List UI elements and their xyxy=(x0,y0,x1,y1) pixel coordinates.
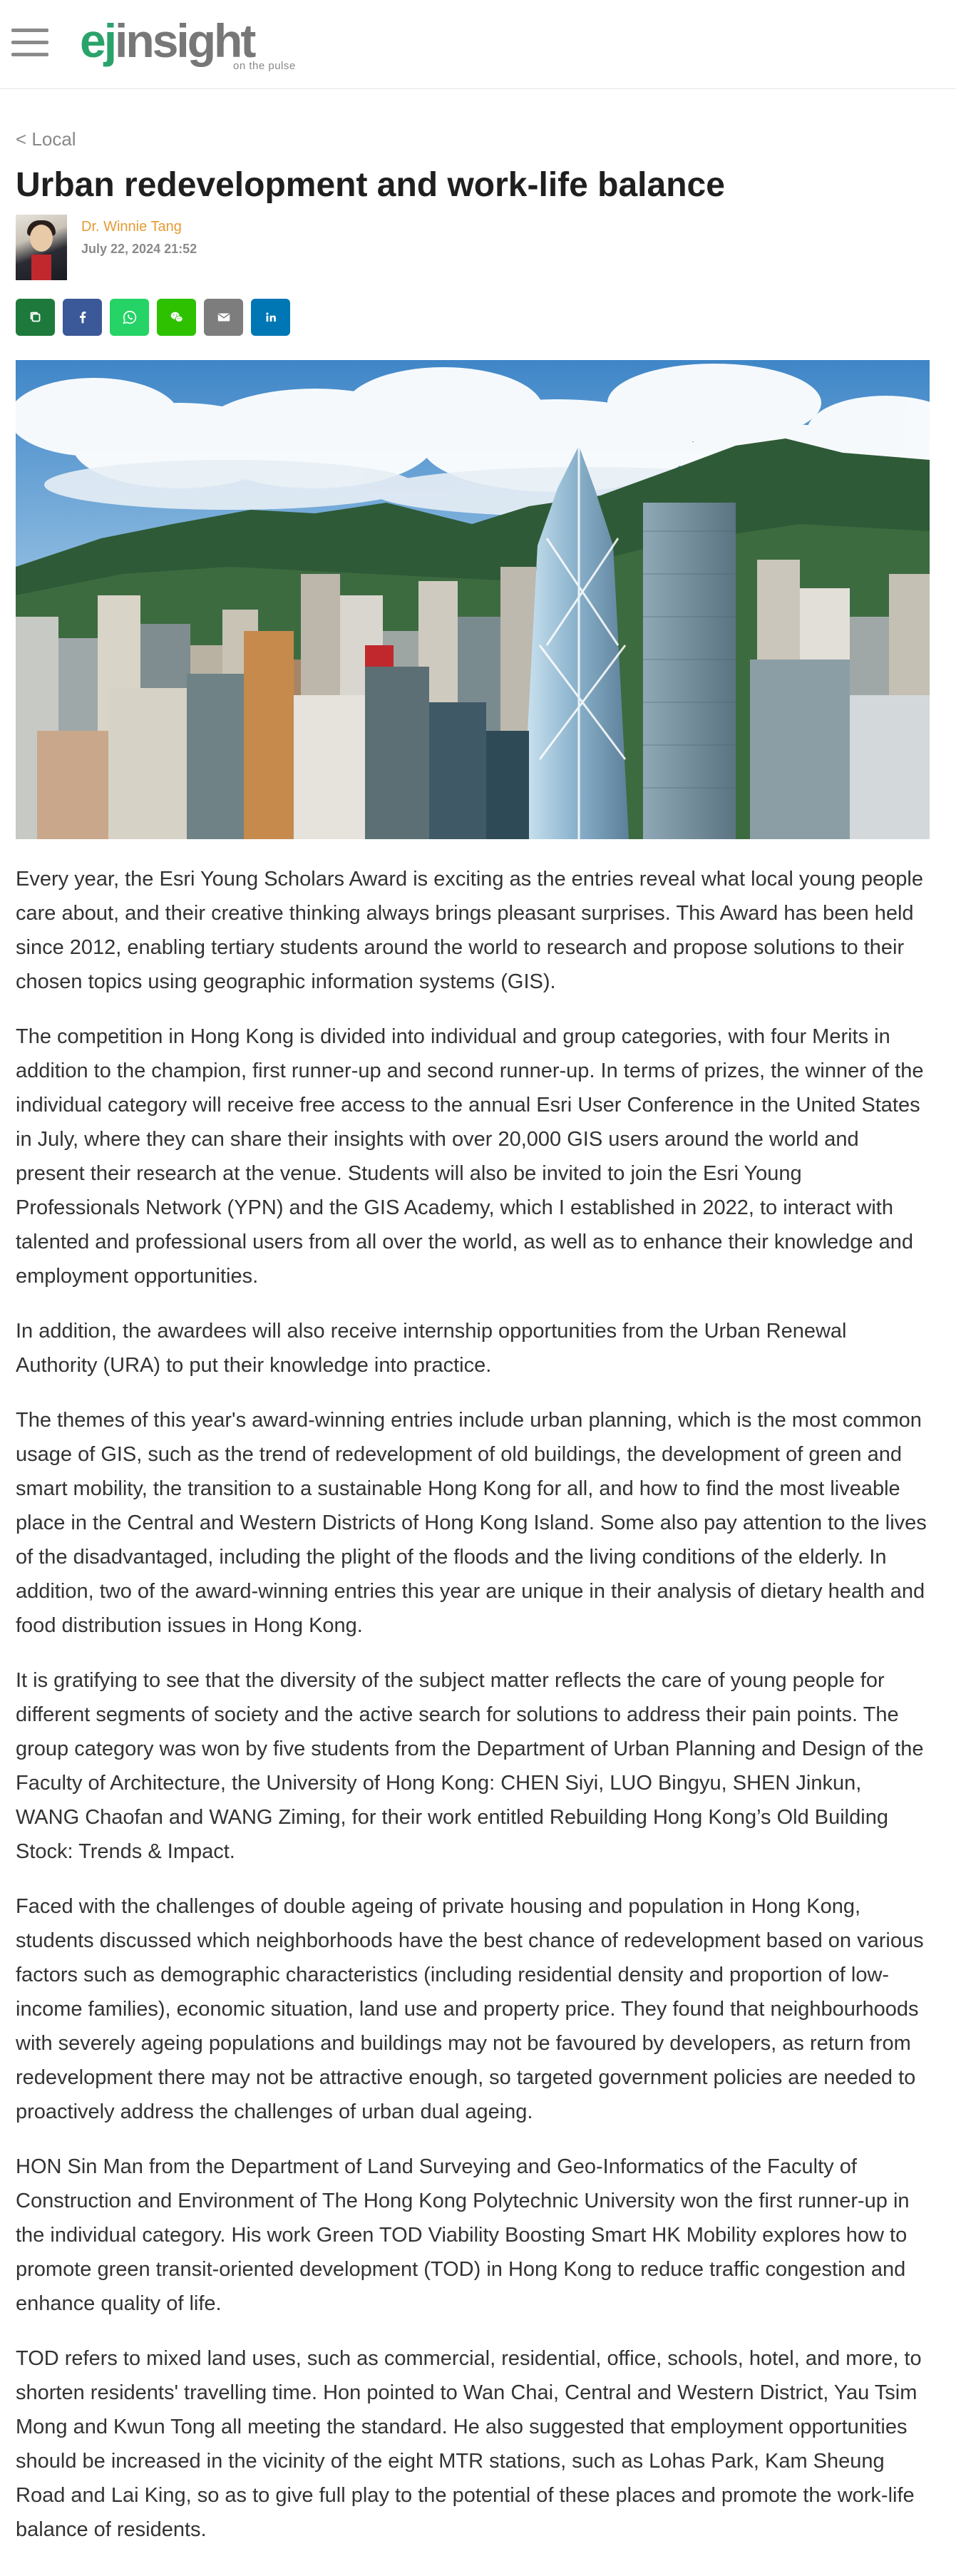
article-byline xyxy=(16,215,930,280)
breadcrumb xyxy=(16,128,930,150)
article-body xyxy=(16,862,930,2547)
whatsapp-share-button[interactable] xyxy=(110,299,149,336)
author-avatar[interactable] xyxy=(16,215,67,280)
linkedin-icon xyxy=(263,309,279,325)
article-paragraph: Every year, the Esri Young Scholars Award is exciting as the entries reveal what local young people care about, and their creative thinking always brings pleasant surprises. This Award has been held since 2012, enabling tertiary students around the world to research and propose solutions to their chosen topics using geographic information systems (GIS). xyxy=(16,868,923,993)
linkedin-share-button[interactable] xyxy=(251,299,290,336)
publish-date: July 22, 2024 21:52 xyxy=(81,242,197,256)
article-paragraph: The competition in Hong Kong is divided into individual and group categories, with four Merits in addition to the champion, first runner-up and second runner-up. In terms of prizes, the winner of the individual category will receive free access to the annual Esri User Conference in the United States in July, where they can share their insights with over 20,000 GIS users around the world and present their research at the venue. Students will also be invited to join the Esri Young Professionals Network (YPN) and the GIS Academy, which I established in 2022, to interact with talented and professional users from all over the world, as well as to enhance their knowledge and employment opportunities. xyxy=(16,1025,924,1288)
logo-tagline: on the pulse xyxy=(233,60,296,72)
article-hero-image xyxy=(16,360,930,839)
breadcrumb-local-link[interactable]: < Local xyxy=(16,128,76,150)
author-name[interactable]: Dr. Winnie Tang xyxy=(81,219,182,235)
article-paragraph: HON Sin Man from the Department of Land Surveying and Geo-Informatics of the Faculty of Construction and Environment of The Hong Kong Polytechnic University won the first runner-up in the individual category. His work Green TOD Viability Boosting Smart HK Mobility explores how to promote green transit-oriented development (TOD) in Hong Kong to reduce traffic congestion and enhance quality of life. xyxy=(16,2155,910,2315)
whatsapp-icon xyxy=(122,309,138,325)
article-container xyxy=(16,89,930,2567)
facebook-share-button[interactable] xyxy=(63,299,102,336)
site-logo[interactable] xyxy=(80,14,296,73)
article-paragraph: It is gratifying to see that the diversity of the subject matter reflects the care of young people for different segments of society and the active search for solutions to address their pain points. The group category was won by five students from the Department of Urban Planning and Design of the Faculty of Architecture, the University of Hong Kong: CHEN Siyi, LUO Bingyu, SHEN Jinkun, WANG Chaofan and WANG Ziming, for their work entitled Rebuilding Hong Kong’s Old Building Stock: Trends & Impact. xyxy=(16,1669,924,1863)
copy-link-icon xyxy=(28,309,43,325)
email-share-button[interactable] xyxy=(204,299,243,336)
wechat-icon xyxy=(169,309,185,325)
article-paragraph: In addition, the awardees will also receive internship opportunities from the Urban Renewal Authority (URA) to put their knowledge into practice. xyxy=(16,1320,847,1377)
logo-insight: insight xyxy=(115,14,255,67)
article-title: Urban redevelopment and work-life balance xyxy=(16,166,725,204)
article-paragraph: The themes of this year's award-winning entries include urban planning, which is the most common usage of GIS, such as the trend of redevelopment of old buildings, the development of green and smart mobility, the transition to a sustainable Hong Kong for all, and how to find the most liveable place in the Central and Western Districts of Hong Kong Island. Some also pay attention to the lives of the disadvantaged, including the plight of the floods and the living conditions of the elderly. In addition, two of the award-winning entries this year are unique in their analysis of dietary health and food distribution issues in Hong Kong. xyxy=(16,1409,927,1637)
share-bar xyxy=(16,299,930,336)
facebook-icon xyxy=(75,309,91,325)
top-navigation-bar xyxy=(0,0,956,89)
wechat-share-button[interactable] xyxy=(157,299,196,336)
email-icon xyxy=(216,309,232,325)
logo-ej: ej xyxy=(80,14,115,67)
hamburger-menu-icon[interactable] xyxy=(11,29,48,60)
copy-link-button[interactable] xyxy=(16,299,55,336)
article-paragraph: Faced with the challenges of double ageing of private housing and population in Hong Kong, students discussed which neighborhoods have the best chance of redevelopment based on various factors such as demographic characteristics (including residential density and proportion of low-income families), economic situation, land use and property price. They found that neighbourhoods with severely ageing populations and buildings may not be favoured by developers, as return from redevelopment there may not be attractive enough, so targeted government policies are needed to proactively address the challenges of urban dual ageing. xyxy=(16,1895,924,2123)
article-paragraph: TOD refers to mixed land uses, such as commercial, residential, office, schools, hotel, and more, to shorten residents' travelling time. Hon pointed to Wan Chai, Central and Western District, Yau Tsim Mong and Kwun Tong all meeting the standard. He also suggested that employment opportunities should be increased in the vicinity of the eight MTR stations, such as Lohas Park, Kam Sheung Road and Lai King, so as to give full play to the potential of these places and promote the work-life balance of residents. xyxy=(16,2347,922,2541)
